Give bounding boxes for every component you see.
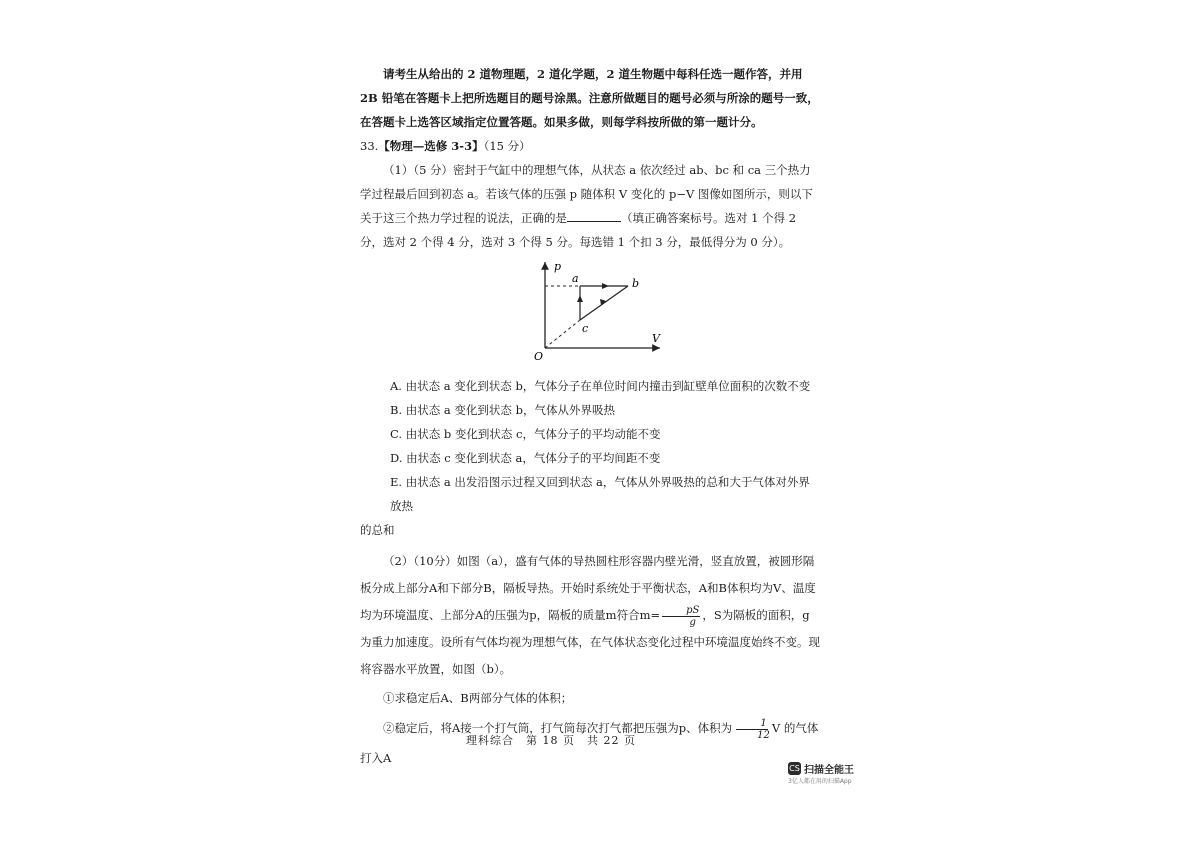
arrow-ab: [602, 283, 609, 289]
instructions: 请考生从给出的 2 道物理题，2 道化学题，2 道生物题中每科任选一题作答，并用 2B 铅笔在答题卡上把所选题目的题号涂黑。注意所做题目的题号必须与所涂的题号一致，在答题卡上选答区域指定位置答题。如果多做，则每学科按所做的第一题计分。: [360, 67, 819, 129]
volume-fraction: [734, 718, 770, 741]
part2-text2: ，S为隔板的面积，g为重力加速度。设所有气体均视为理想气体，在气体状态变化过程中环境温度始终不变。现将容器水平放置，如图（b）。: [360, 608, 820, 676]
part1-text: [360, 158, 820, 254]
option-a: A. 由状态 a 变化到状态 b，气体分子在单位时间内撞击到缸壁单位面积的次数不变: [390, 379, 811, 393]
question-points: （15 分）: [483, 139, 531, 153]
dashed-oc: [545, 320, 580, 348]
pv-diagram: [360, 258, 820, 368]
part1-text-after: （填正确答案标号。选对 1 个得 2 分，选对 2 个得 4 分，选对 3 个得 5 分。每选错 1 个扣 3 分，最低得分为 0 分）。: [360, 211, 797, 249]
question-number: 33.: [360, 139, 379, 153]
scanner-subtitle: 3亿人都在用的扫描App: [788, 778, 852, 785]
part2-sub1: ①求稳定后A、B两部分气体的体积；: [383, 691, 573, 705]
part2-sub2-after: V 的气体打入A: [360, 721, 819, 765]
pv-diagram-svg: [530, 258, 670, 366]
option-d: D. 由状态 c 变化到状态 a，气体分子的平均间距不变: [390, 451, 661, 465]
exam-page: [360, 62, 820, 773]
label-o: O: [534, 350, 544, 363]
scanner-watermark: [788, 762, 868, 786]
option-c: C. 由状态 b 变化到状态 c，气体分子的平均动能不变: [390, 427, 661, 441]
label-a: a: [572, 272, 579, 285]
scanner-name: 扫描全能王: [804, 765, 854, 776]
option-e-line1: E. 由状态 a 出发沿图示过程又回到状态 a，气体从外界吸热的总和大于气体对外界放热: [390, 475, 810, 513]
arrow-ca: [577, 295, 583, 302]
mass-fraction: [662, 605, 700, 628]
mass-fraction-numerator: pS: [662, 605, 700, 617]
label-v: V: [652, 332, 660, 345]
volume-fraction-denominator: 12: [757, 729, 770, 741]
process-bc: [580, 286, 628, 320]
mass-fraction-denominator: g: [689, 616, 696, 628]
part2-text1: （2）（10分）如图（a），盛有气体的导热圆柱形容器内壁光滑，竖直放置，被圆形隔板分成上部分A和下部分B，隔板导热。开始时系统处于平衡状态，A和B体积均为V、温度均为环境温度、上部分A的压强为p，隔板的质量m符合m=: [360, 554, 816, 622]
label-b: b: [632, 277, 640, 290]
option-e-line2: 的总和: [360, 523, 395, 537]
option-b: B. 由状态 a 变化到状态 b，气体从外界吸热: [390, 403, 615, 417]
answer-blank: [567, 209, 621, 222]
label-c: c: [582, 322, 589, 335]
part1-text-before: （1）（5 分）密封于气缸中的理想气体，从状态 a 依次经过 ab、bc 和 ca 三个热力学过程最后回到初态 a。若该气体的压强 p 随体积 V 变化的 p−V 图像如图所示，则以下关于这三个热力学过程的说法，正确的是: [360, 163, 813, 225]
question-title: 【物理—选修 3-3】: [378, 139, 484, 153]
volume-fraction-numerator: 1: [736, 718, 767, 730]
label-p: p: [554, 260, 562, 273]
part2-sub2-before: ②稳定后，将A接一个打气筒，打气筒每次打气都把压强为p、体积为: [383, 721, 733, 735]
page-footer: 理科综合 第 18 页 共 22 页: [466, 734, 636, 747]
question-header: [360, 134, 820, 158]
part2-text: [360, 548, 820, 683]
scanner-logo-icon: CS: [789, 764, 800, 773]
